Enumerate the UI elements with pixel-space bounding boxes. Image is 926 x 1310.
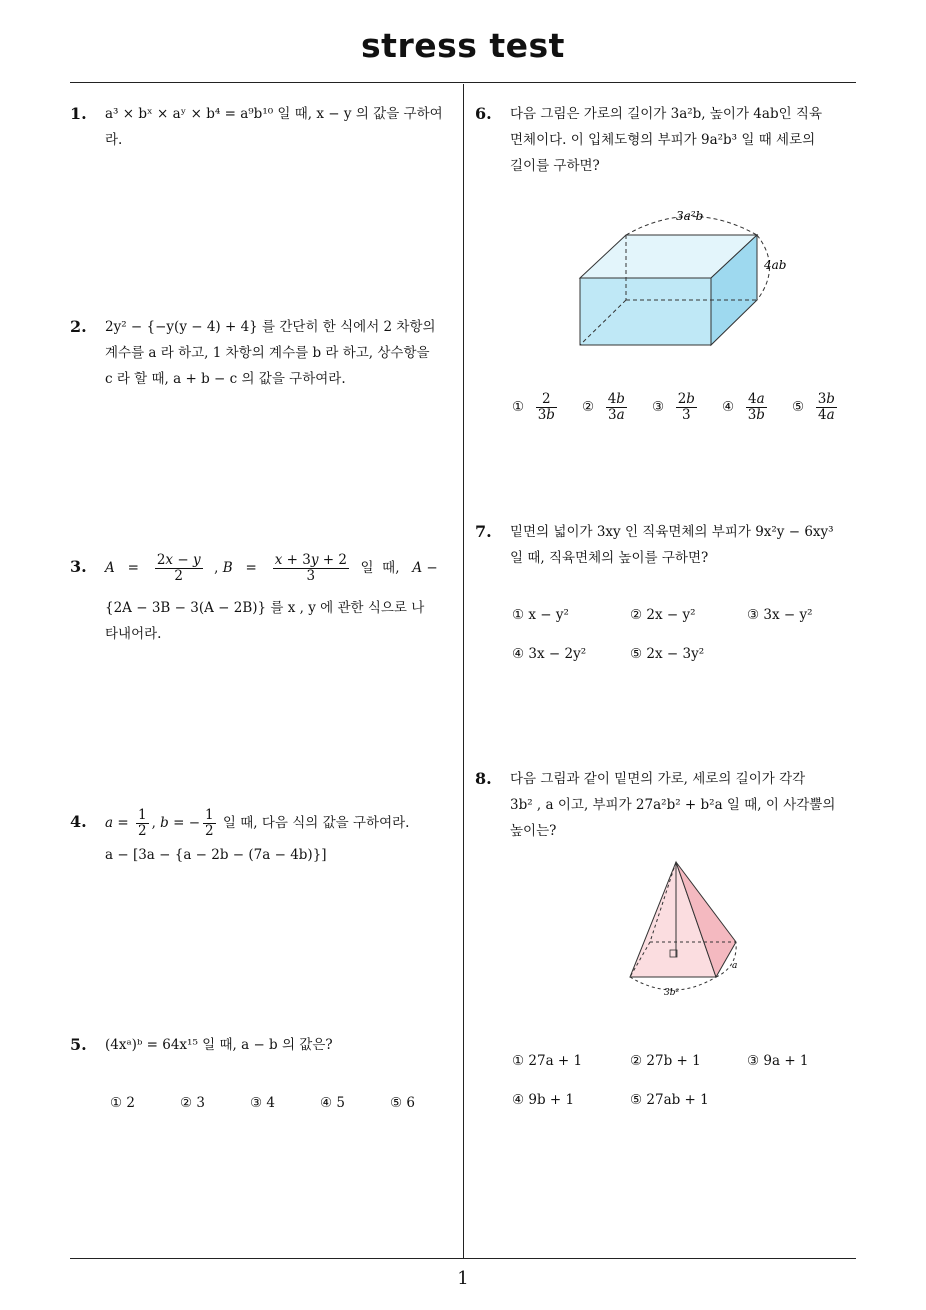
pyramid-figure xyxy=(620,855,750,1000)
question-3-line-2: {2A − 3B − 3(A − 2B)} 를 x , y 에 관한 식으로 나 xyxy=(105,600,425,616)
question-8-line-2: 3b² , a 이고, 부피가 27a²b² + b²a 일 때, 이 사각뿔의 xyxy=(510,797,836,813)
question-2-line-1: 2y² − {−y(y − 4) + 4} 를 간단히 한 식에서 2 차항의 xyxy=(105,319,436,335)
question-4-line-2: a − [3a − {a − 2b − (7a − 4b)}] xyxy=(105,847,327,863)
question-7-option-4[interactable]: ④ 3x − 2y² xyxy=(512,646,587,662)
question-7-number: 7. xyxy=(475,522,492,541)
question-7-option-2[interactable]: ② 2x − y² xyxy=(630,607,696,623)
question-7-option-3[interactable]: ③ 3x − y² xyxy=(747,607,813,623)
question-1-number: 1. xyxy=(70,104,87,123)
question-2-line-3: c 라 할 때, a + b − c 의 값을 구하여라. xyxy=(105,371,346,387)
width-label: 3a²b xyxy=(676,209,704,223)
question-6-option-4[interactable]: ④ $\frac{4a}{3b}$ xyxy=(722,391,765,423)
question-6-line-2: 면체이다. 이 입체도형의 부피가 9a²b³ 일 때 세로의 xyxy=(510,132,816,148)
page-title: stress test xyxy=(361,26,565,65)
question-3-number: 3. xyxy=(70,557,87,576)
question-1-text: a³ × bˣ × aʸ × b⁴ = a⁹b¹⁰ 일 때, x − y 의 값을 구하여라. xyxy=(105,106,443,148)
question-8-number: 8. xyxy=(475,769,492,788)
column-divider xyxy=(463,84,464,1259)
question-6-line-1: 다음 그림은 가로의 길이가 3a²b, 높이가 4ab인 직육 xyxy=(510,106,822,122)
question-5-option-5[interactable]: ⑤ 6 xyxy=(390,1095,415,1111)
question-8-option-3[interactable]: ③ 9a + 1 xyxy=(747,1053,809,1069)
question-5-option-4[interactable]: ④ 5 xyxy=(320,1095,345,1111)
question-6-option-2[interactable]: ② $\frac{4b}{3a}$ xyxy=(582,391,625,423)
header-rule xyxy=(70,82,856,83)
question-6-option-3[interactable]: ③ $\frac{2b}{3}$ xyxy=(652,391,695,423)
question-5-text: (4xᵃ)ᵇ = 64x¹⁵ 일 때, a − b 의 값은? xyxy=(105,1037,333,1053)
base-depth-label: a xyxy=(732,961,738,971)
question-7-option-5[interactable]: ⑤ 2x − 3y² xyxy=(630,646,705,662)
question-5-option-3[interactable]: ③ 4 xyxy=(250,1095,275,1111)
question-5-option-2[interactable]: ② 3 xyxy=(180,1095,205,1111)
question-6-number: 6. xyxy=(475,104,492,123)
page-number: 1 xyxy=(457,1268,469,1289)
question-8-option-2[interactable]: ② 27b + 1 xyxy=(630,1053,701,1069)
footer-rule xyxy=(70,1258,856,1259)
question-3-line-3: 타내어라. xyxy=(105,626,162,642)
cuboid-front-face xyxy=(580,278,711,345)
question-6-option-5[interactable]: ⑤ $\frac{3b}{4a}$ xyxy=(792,391,835,423)
question-8-line-1: 다음 그림과 같이 밑면의 가로, 세로의 길이가 각각 xyxy=(510,771,806,787)
question-5-number: 5. xyxy=(70,1035,87,1054)
height-label: 4ab xyxy=(764,258,787,272)
question-7-line-2: 일 때, 직육면체의 높이를 구하면? xyxy=(510,550,709,566)
question-6-line-3: 길이를 구하면? xyxy=(510,158,600,174)
question-8-option-5[interactable]: ⑤ 27ab + 1 xyxy=(630,1092,709,1108)
question-7-option-1[interactable]: ① x − y² xyxy=(512,607,569,623)
question-8-option-1[interactable]: ① 27a + 1 xyxy=(512,1053,583,1069)
question-3-line-1: A = $\frac{2x - y}{2}$ , B = $\frac{x + 3y + 2}{3}$ 일 때, A − xyxy=(105,552,438,584)
question-2-line-2: 계수를 a 라 하고, 1 차항의 계수를 b 라 하고, 상수항을 xyxy=(105,345,430,361)
base-width-label: 3b² xyxy=(664,988,680,998)
question-8-option-4[interactable]: ④ 9b + 1 xyxy=(512,1092,575,1108)
question-8-line-3: 높이는? xyxy=(510,823,557,839)
question-7-line-1: 밑면의 넓이가 3xy 인 직육면체의 부피가 9x²y − 6xy³ xyxy=(510,524,834,540)
question-5-option-1[interactable]: ① 2 xyxy=(110,1095,135,1111)
question-4-line-1-tail: 일 때, 다음 식의 값을 구하여라. xyxy=(222,815,410,831)
question-4-number: 4. xyxy=(70,812,87,831)
question-6-option-1[interactable]: ① $\frac{2}{3b}$ xyxy=(512,391,555,423)
cuboid-figure xyxy=(570,200,800,360)
question-2-number: 2. xyxy=(70,317,87,336)
question-4-line-1: a = $\frac{1}{2}$ , b = − $\frac{1}{2}$ 일 때, 다음 식의 값을 구하여라. xyxy=(105,807,410,839)
